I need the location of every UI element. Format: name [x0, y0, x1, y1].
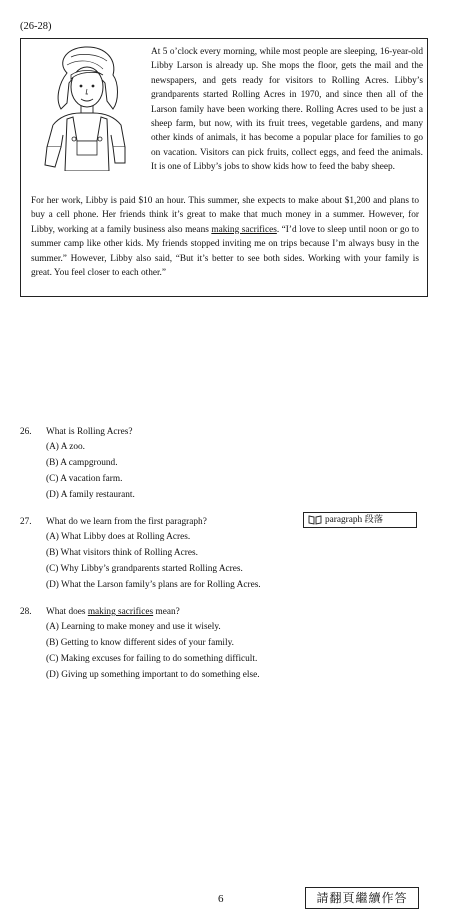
question-26 — [20, 425, 430, 503]
option-c[interactable]: (C) Making excuses for failing to do something difficult. — [46, 654, 258, 664]
question-number: 26. — [20, 427, 32, 437]
book-icon — [308, 515, 322, 525]
question-text-end: mean? — [153, 607, 180, 617]
question-stem — [20, 605, 430, 619]
passage-paragraph-1: At 5 o’clock every morning, while most people are sleeping, 16-year-old Libby Larson is already up. She mops the floor, gets the mail and the newspapers, and gets ready for visitors to Rolling Acres. Libby’s grandparents started Rolling Acres in 1970, and since then all of the Larson family have been working there. Rolling Acres used to be just a sheep farm, but now, with its fruit trees, vegetable gardens, and many other kinds of animals, it has become a popular place for families to go on vacation. Visitors can pick fruits, collect eggs, and feed the animals. It is one of Libby’s jobs to show kids how to feed the baby sheep. — [151, 47, 423, 173]
question-number: 28. — [20, 607, 32, 617]
option-c[interactable]: (C) A vacation farm. — [46, 474, 123, 484]
question-range: (26-28) — [20, 21, 52, 32]
paragraph-2-text-start: For her work, Libby is paid $10 an hour. This summer, she expects to make about $1,200 and plans to buy a cell phone. Her friends think it’s great to make that much money in a summer. However, for Libby, working at a family business also means — [31, 196, 419, 235]
question-28 — [20, 605, 430, 683]
question-text: What is Rolling Acres? — [46, 427, 133, 437]
vocabulary-note — [303, 512, 417, 528]
underlined-phrase: making sacrifices — [211, 224, 277, 235]
paragraph-2-text-end: . “I’d love to sleep until noon or go to summer camp like other kids. My friends stopped inviting me on trips because I’m always busy in the summer.” However, Libby also said, “But it’s better to see both sides. Working with your family is great. You feel closer to each other.” — [31, 224, 419, 279]
passage-paragraph-2 — [31, 194, 419, 280]
question-number: 27. — [20, 517, 32, 527]
option-c[interactable]: (C) Why Libby’s grandparents started Rolling Acres. — [46, 564, 243, 574]
option-b[interactable]: (B) What visitors think of Rolling Acres. — [46, 548, 198, 558]
option-a[interactable]: (A) A zoo. — [46, 442, 85, 452]
girl-illustration — [27, 43, 147, 171]
vocabulary-text: paragraph 段落 — [325, 515, 384, 525]
turn-page-notice: 請翻頁繼續作答 — [305, 887, 419, 909]
option-b[interactable]: (B) Getting to know different sides of your family. — [46, 638, 234, 648]
question-text: What do we learn from the first paragraph? — [46, 517, 207, 527]
question-stem — [20, 425, 430, 439]
page-number: 6 — [218, 893, 224, 905]
option-d[interactable]: (D) Giving up something important to do something else. — [46, 670, 260, 680]
option-a[interactable]: (A) What Libby does at Rolling Acres. — [46, 532, 191, 542]
underlined-phrase: making sacrifices — [87, 607, 154, 617]
question-text — [46, 605, 180, 619]
option-d[interactable]: (D) What the Larson family’s plans are for Rolling Acres. — [46, 580, 261, 590]
option-d[interactable]: (D) A family restaurant. — [46, 490, 135, 500]
option-a[interactable]: (A) Learning to make money and use it wisely. — [46, 622, 221, 632]
reading-passage-box — [20, 38, 428, 297]
question-text-start: What does — [46, 607, 88, 617]
option-b[interactable]: (B) A campground. — [46, 458, 118, 468]
